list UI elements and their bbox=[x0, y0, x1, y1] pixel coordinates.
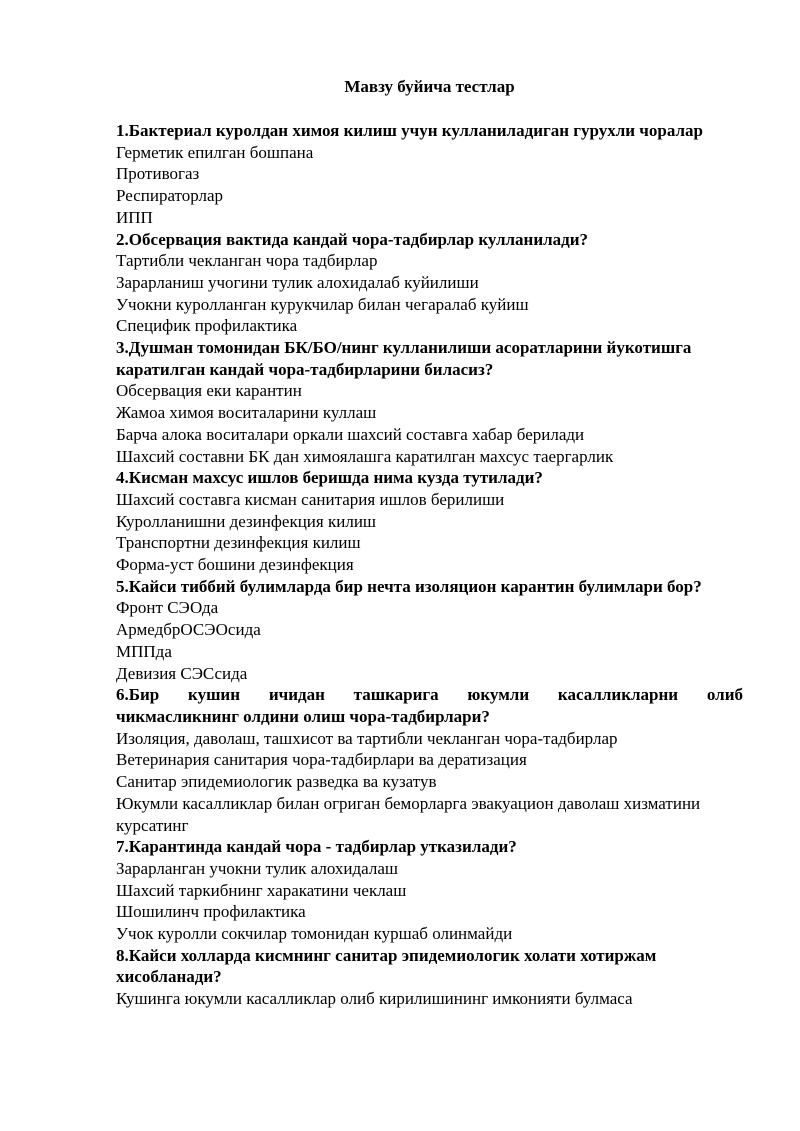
question-text: 8.Кайси холларда кисмнинг санитар эпидемиологик холати хотиржам хисобланади? bbox=[116, 945, 657, 987]
answer-option: Шахсий составни БК дан химоялашга каратилган махсус таергарлик bbox=[116, 446, 614, 466]
answer-option: Учокни куролланган курукчилар билан чегаралаб куйиш bbox=[116, 294, 529, 314]
question-text-line-2: чикмасликнинг олдини олиш чора-тадбирлари? bbox=[116, 706, 490, 726]
question-block-8 bbox=[116, 945, 743, 1010]
answer-option: Зарарланиш учогини тулик алохидалаб куйилиши bbox=[116, 272, 479, 292]
answer-option: Противогаз bbox=[116, 164, 200, 184]
answer-option: Жамоа химоя воситаларини куллаш bbox=[116, 403, 377, 423]
answer-option: Учок куролли сокчилар томонидан куршаб олинмайди bbox=[116, 924, 513, 944]
question-text bbox=[116, 684, 743, 727]
question-text: 4.Кисман махсус ишлов беришда нима кузда тутилади? bbox=[116, 468, 543, 488]
answer-option: Изоляция, даволаш, ташхисот ва тартибли чекланган чора-тадбирлар bbox=[116, 728, 618, 748]
answer-option: Санитар эпидемиологик разведка ва кузатув bbox=[116, 772, 437, 792]
question-text: 5.Кайси тиббий булимларда бир нечта изоляцион карантин булимлари бор? bbox=[116, 576, 702, 596]
question-text: 7.Карантинда кандай чора - тадбирлар утказилади? bbox=[116, 837, 517, 857]
question-text: 3.Душман томонидан БК/БО/нинг кулланилиши асоратларини йукотишга каратилган кандай чора-тадбирларини биласиз? bbox=[116, 338, 692, 379]
answer-option: МППда bbox=[116, 641, 172, 661]
question-block-7 bbox=[116, 836, 743, 945]
question-block-2 bbox=[116, 229, 743, 338]
answer-option: Шахсий таркибнинг харакатини чеклаш bbox=[116, 880, 407, 900]
answer-option: АрмедбрОСЭОсида bbox=[116, 620, 261, 640]
answer-option: Тартибли чекланган чора тадбирлар bbox=[116, 251, 378, 271]
test-list bbox=[116, 120, 743, 1010]
answer-option: Зарарланган учокни тулик алохидалаш bbox=[116, 858, 398, 878]
question-block-5 bbox=[116, 576, 743, 685]
answer-option: Шошилинч профилактика bbox=[116, 902, 306, 922]
answer-option: Ветеринария санитария чора-тадбирлари ва дератизация bbox=[116, 750, 527, 770]
answer-option: Фронт СЭОда bbox=[116, 598, 219, 618]
answer-option: Барча алока воситалари оркали шахсий составга хабар берилади bbox=[116, 424, 585, 444]
answer-option: Юкумли касалликлар билан огриган беморларга эвакуацион даволаш хизматини курсатинг bbox=[116, 793, 701, 835]
question-block-3 bbox=[116, 337, 743, 467]
answer-option: Транспортни дезинфекция килиш bbox=[116, 533, 361, 553]
question-block-4 bbox=[116, 467, 743, 576]
answer-option: Кушинга юкумли касалликлар олиб кирилишининг имконияти булмаса bbox=[116, 989, 633, 1009]
answer-option: Обсервация еки карантин bbox=[116, 381, 302, 401]
question-text-line-1: 6.Бир кушин ичидан ташкарига юкумли касалликларни олиб bbox=[116, 685, 743, 705]
answer-option: ИПП bbox=[116, 207, 153, 227]
answer-option: Шахсий составга кисман санитария ишлов берилиши bbox=[116, 489, 505, 509]
page-title: Мавзу буйича тестлар bbox=[344, 77, 515, 96]
question-text: 2.Обсервация вактида кандай чора-тадбирлар кулланилади? bbox=[116, 229, 589, 249]
answer-option: Форма-уст бошини дезинфекция bbox=[116, 555, 354, 575]
answer-option: Девизия СЭСсида bbox=[116, 663, 248, 683]
answer-option: Куролланишни дезинфекция килиш bbox=[116, 511, 377, 531]
question-block-6 bbox=[116, 684, 743, 836]
answer-option: Герметик епилган бошпана bbox=[116, 142, 314, 162]
question-block-1 bbox=[116, 120, 743, 229]
answer-option: Респираторлар bbox=[116, 186, 224, 206]
answer-option: Специфик профилактика bbox=[116, 316, 298, 336]
question-text: 1.Бактериал куролдан химоя килиш учун кулланиладиган гурухли чоралар bbox=[116, 121, 703, 140]
